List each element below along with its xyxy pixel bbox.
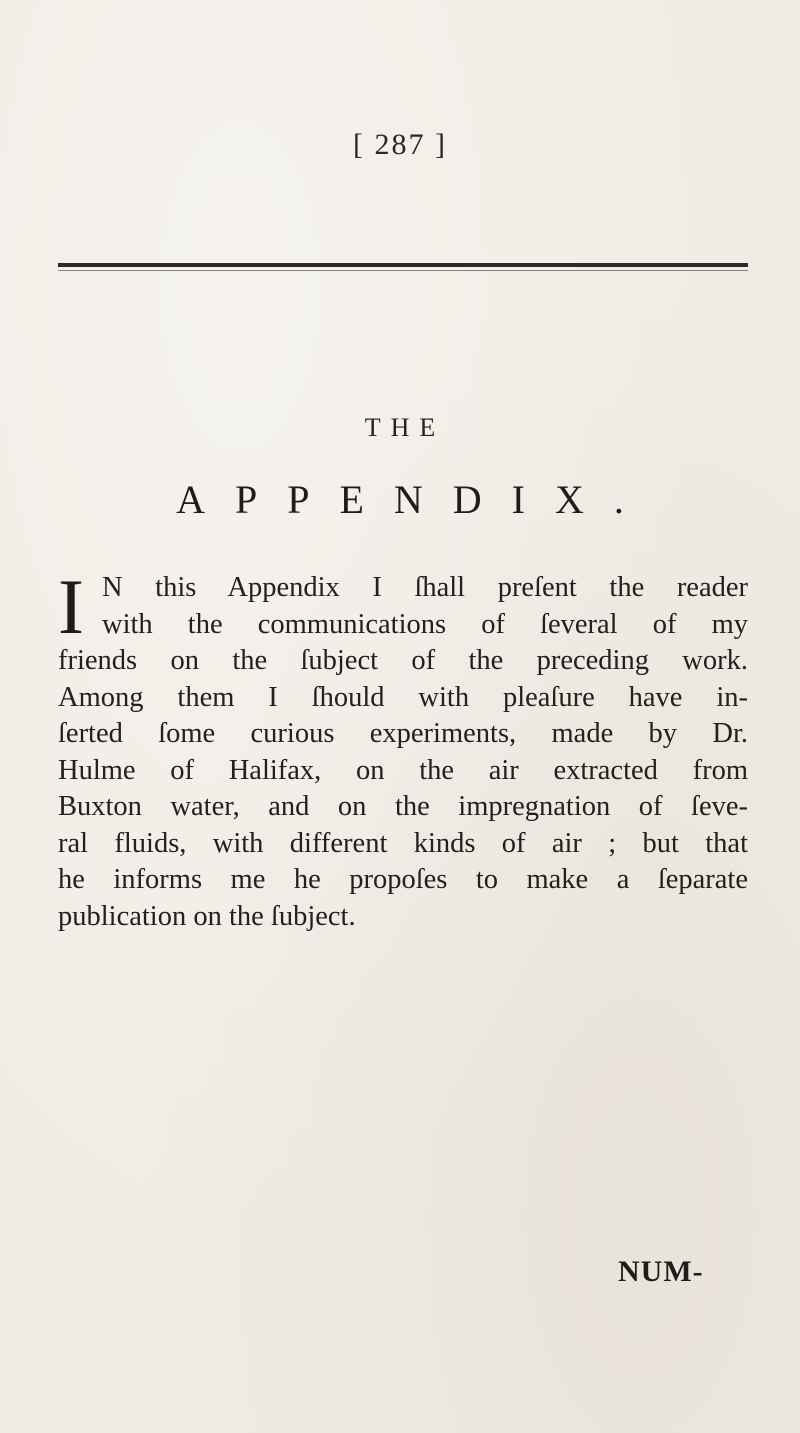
heading-appendix: APPENDIX. [176,477,654,522]
text-line: he informs me he propoſes to make a ſeparate [58,864,748,895]
text-line: friends on the ſubject of the preceding work. [58,645,748,676]
catchword: NUM- [618,1255,704,1288]
text-line: ſerted ſome curious experiments, made by Dr. [58,718,748,749]
text-line: publication on the ſubject. [58,900,356,932]
header-rule [58,263,748,267]
text-line: Hulme of Halifax, on the air extracted from [58,754,748,786]
text-line: N this Appendix I ſhall preſent the reader [102,572,748,603]
text-line: Buxton water, and on the impregnation of ſeve- [58,791,748,822]
text-line: Among them I ſhould with pleaſure have in- [58,681,748,713]
drop-initial: I [58,563,84,650]
heading-the: THE [364,413,446,442]
header-rule-thin [58,270,748,271]
text-line: ral fluids, with different kinds of air ; but that [58,827,748,859]
text-line: with the communications of ſeveral of my [102,608,748,640]
page-number: [ 287 ] [353,128,447,161]
body-paragraph [58,563,748,935]
